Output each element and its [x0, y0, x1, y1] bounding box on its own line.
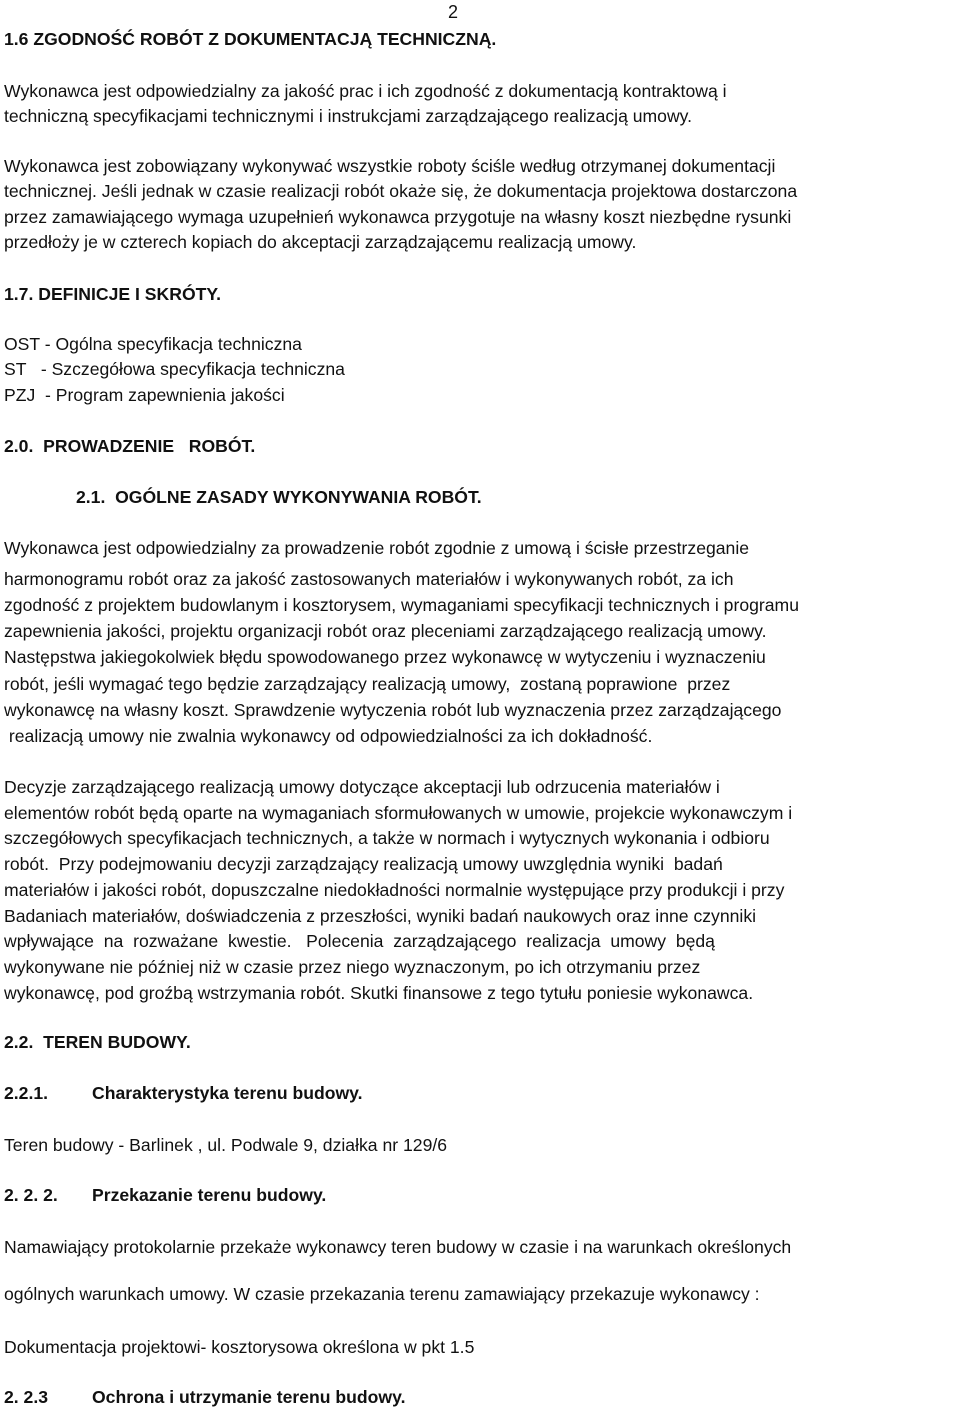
paragraph-line: Wykonawca jest zobowiązany wykonywać wszystkie roboty ściśle według otrzymanej dokumentacji [4, 156, 776, 176]
paragraph-line: techniczną specyfikacjami technicznymi i instrukcjami zarządzającego realizacją umowy. [4, 106, 693, 126]
paragraph-line: harmonogramu robót oraz za jakość zastosowanych materiałów i wykonywanych robót, za ich [4, 569, 734, 589]
paragraph-line: wpływające na rozważane kwestie. Polecenia zarządzającego realizacja umowy będą [4, 931, 715, 951]
definition-ost: OST - Ogólna specyfikacja techniczna [4, 334, 302, 354]
section-2-2-heading: 2.2. TEREN BUDOWY. [4, 1032, 191, 1052]
paragraph-line: szczegółowych specyfikacjach technicznych, a także w normach i wytycznych wykonania i odbioru [4, 828, 770, 848]
paragraph-line: wykonawcę, pod groźbą wstrzymania robót. Skutki finansowe z tego tytułu poniesie wykonawca. [4, 983, 754, 1003]
paragraph-line: technicznej. Jeśli jednak w czasie realizacji robót okaże się, że dokumentacja projektowa dostarczona [4, 181, 798, 201]
paragraph-line: ogólnych warunkach umowy. W czasie przekazania terenu zamawiający przekazuje wykonawcy : [4, 1284, 760, 1304]
paragraph-line: robót, jeśli wymagać tego będzie zarządzający realizacją umowy, zostaną poprawione przez [4, 674, 731, 694]
section-2-2-2-number: 2. 2. 2. [4, 1185, 58, 1205]
definition-pzj: PZJ - Program zapewnienia jakości [4, 385, 285, 405]
section-2-0-heading: 2.0. PROWADZENIE ROBÓT. [4, 436, 256, 456]
paragraph-line: wykonawcę na własny koszt. Sprawdzenie wytyczenia robót lub wyznaczenia przez zarządzającego [4, 700, 782, 720]
paragraph-line: Dokumentacja projektowi- kosztorysowa określona w pkt 1.5 [4, 1337, 475, 1357]
section-2-2-2-title: Przekazanie terenu budowy. [92, 1185, 327, 1205]
page-number: 2 [448, 2, 459, 22]
paragraph-line: przez zamawiającego wymaga uzupełnień wykonawca przygotuje na własny koszt niezbędne rysunki [4, 207, 792, 227]
paragraph-line: Badaniach materiałów, doświadczenia z przeszłości, wyniki badań naukowych oraz inne czynniki [4, 906, 757, 926]
section-1-6-heading: 1.6 ZGODNOŚĆ ROBÓT Z DOKUMENTACJĄ TECHNICZNĄ. [4, 29, 497, 49]
paragraph-line: Wykonawca jest odpowiedzialny za prowadzenie robót zgodnie z umową i ścisłe przestrzeganie [4, 538, 750, 558]
paragraph-line: wykonywane nie później niż w czasie przez niego wyznaczonym, po ich otrzymaniu przez [4, 957, 701, 977]
paragraph-line: Następstwa jakiegokolwiek błędu spowodowanego przez wykonawcę w wytyczeniu i wyznaczeniu [4, 647, 766, 667]
paragraph-line: elementów robót będą oparte na wymaganiach sformułowanych w umowie, projekcie wykonawczym i [4, 803, 793, 823]
paragraph-line: przedłoży je w czterech kopiach do akceptacji zarządzającemu realizacją umowy. [4, 232, 637, 252]
paragraph-line: robót. Przy podejmowaniu decyzji zarządzający realizacją umowy uwzględnia wyniki badań [4, 854, 723, 874]
paragraph-line: Decyzje zarządzającego realizacją umowy dotyczące akceptacji lub odrzucenia materiałów i [4, 777, 720, 797]
section-2-2-1-number: 2.2.1. [4, 1083, 49, 1103]
section-2-2-1-title: Charakterystyka terenu budowy. [92, 1083, 363, 1103]
section-2-2-3-title: Ochrona i utrzymanie terenu budowy. [92, 1387, 406, 1407]
section-1-7-heading: 1.7. DEFINICJE I SKRÓTY. [4, 284, 222, 304]
definition-st: ST - Szczegółowa specyfikacja techniczna [4, 359, 345, 379]
paragraph-line: materiałów i jakości robót, dopuszczalne niedokładności normalnie występujące przy produkcji i przy [4, 880, 785, 900]
paragraph-line: zgodność z projektem budowlanym i kosztorysem, wymaganiami specyfikacji technicznych i programu [4, 595, 799, 615]
paragraph-line: zapewnienia jakości, projektu organizacji robót oraz pleceniami zarządzającego realizacją umowy. [4, 621, 767, 641]
section-2-2-3-number: 2. 2.3 [4, 1387, 49, 1407]
section-2-1-heading: 2.1. OGÓLNE ZASADY WYKONYWANIA ROBÓT. [76, 487, 482, 507]
site-location-text: Teren budowy - Barlinek , ul. Podwale 9, działka nr 129/6 [4, 1135, 448, 1155]
paragraph-line: realizacją umowy nie zwalnia wykonawcy od odpowiedzialności za ich dokładność. [4, 726, 653, 746]
paragraph-line: Wykonawca jest odpowiedzialny za jakość prac i ich zgodność z dokumentacją kontraktową i [4, 81, 727, 101]
paragraph-line: Namawiający protokolarnie przekaże wykonawcy teren budowy w czasie i na warunkach określonych [4, 1237, 792, 1257]
